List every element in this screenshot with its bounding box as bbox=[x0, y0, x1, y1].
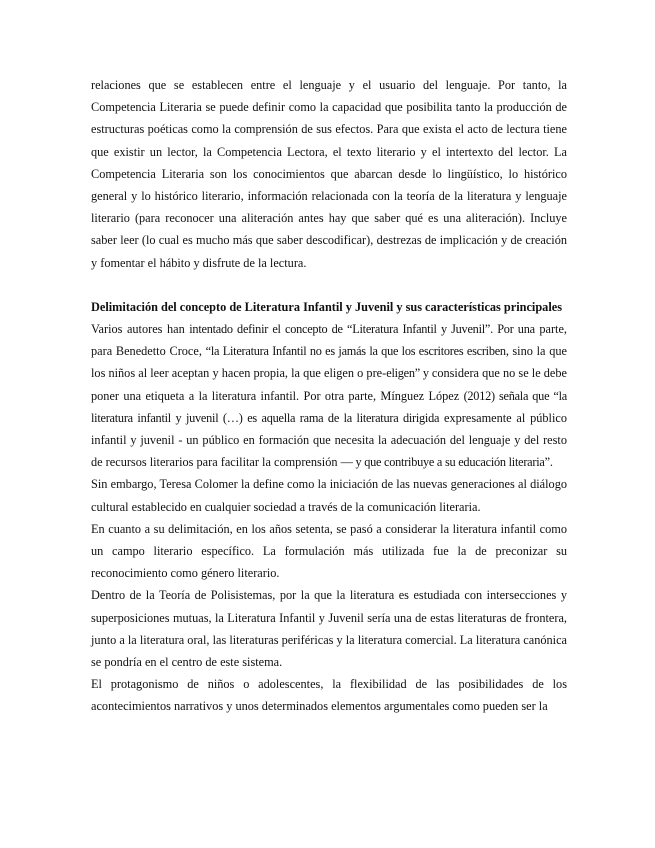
document-body bbox=[91, 74, 567, 718]
definition-text-b: intentado definir el concepto de “Literatura Infantil y Juvenil”. Por una bbox=[189, 322, 535, 337]
definition-text-a: Varios autores han bbox=[91, 322, 190, 337]
minguez-quote: (2012) señala que “la literatura infantil y juvenil (…) es aquella rama de la literatura dirigida bbox=[91, 388, 567, 425]
colomer-paragraph: Sin embargo, Teresa Colomer la define como la iniciación de las nuevas generaciones al diálogo cultural establecido en cualquier sociedad a través de la comunicación literaria. bbox=[91, 477, 567, 514]
definition-text-i: expresamente al público infantil y juvenil - un público en formación que necesita la adecuación del lenguaje y del resto de recursos literarios para facilitar la comprensión bbox=[91, 410, 567, 470]
croce-quote: “la Literatura Infantil no es jamás la que los escritores escriben, bbox=[205, 344, 509, 359]
definition-text-j: — y que contribuye a su educación literaria”. bbox=[340, 455, 553, 470]
delimitation-paragraph: En cuanto a su delimitación, en los años setenta, se pasó a considerar la literatura infantil como un campo literario específico. La formulación más utilizada fue la de preconizar su reconocimiento como género literario. bbox=[91, 521, 567, 581]
polysystem-paragraph: Dentro de la Teoría de Polisistemas, por la que la literatura es estudiada con intersecciones y superposiciones mutuas, la Literatura Infantil y Juvenil sería una de estas literaturas de frontera, junto a la literatura oral, las literaturas periféricas y la literatura comercial. La literatura canónica se pondría en el centro de este sistema. bbox=[91, 588, 567, 670]
definition-text-c: parte, para Benedetto Croce, bbox=[91, 322, 567, 359]
definition-paragraph bbox=[91, 318, 567, 473]
definition-text-f: eligen” y bbox=[386, 366, 429, 381]
section-heading: Delimitación del concepto de Literatura Infantil y Juvenil y sus características principales bbox=[91, 299, 562, 314]
definition-text-e: sino la que los niños al leer aceptan y hacen propia, la que eligen o pre- bbox=[91, 344, 567, 381]
protagonism-paragraph: El protagonismo de niños o adolescentes, la flexibilidad de las posibilidades de los acontecimientos narrativos y unos determinados elementos argumentales como pueden ser la bbox=[91, 677, 567, 714]
definition-text-g: considera que no se le debe poner una etiqueta a la literatura infantil. Por otra parte, Mínguez López bbox=[91, 366, 567, 403]
intro-paragraph: relaciones que se establecen entre el lenguaje y el usuario del lenguaje. Por tanto, la Competencia Literaria se puede definir como la capacidad que posibilita tanto la producción de estructuras poéticas como la comprensión de sus efectos. Para que exista el acto de lectura tiene que existir un lector, la Competencia Lectora, el texto literario y el intertexto del lector. La Competencia Literaria son los conocimientos que abarcan desde lo lingüístico, lo histórico general y lo histórico literario, información relacionada con la teoría de la literatura y lenguaje literario (para reconocer una aliteración antes hay que saber qué es una aliteración). Incluye saber leer (lo cual es mucho más que saber descodificar), destrezas de implicación y de creación y fomentar el hábito y disfrute de la lectura. bbox=[91, 78, 567, 270]
